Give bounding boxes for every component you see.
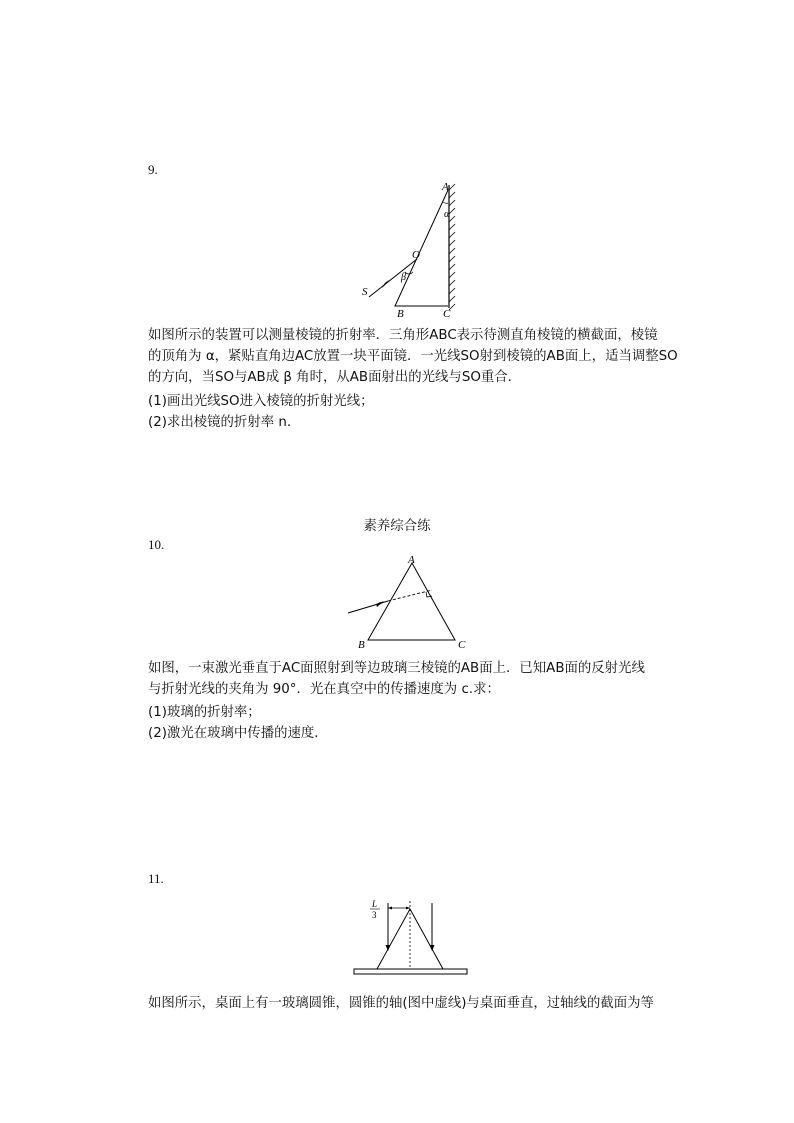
figure-q10-equilateral-prism bbox=[340, 555, 480, 653]
question-9-number: 9. bbox=[148, 162, 158, 177]
section-title: 素养综合练 bbox=[363, 519, 431, 534]
question-10-text bbox=[148, 658, 678, 700]
fig9-label-alpha: α bbox=[444, 209, 450, 220]
fig10-label-A: A bbox=[408, 555, 415, 566]
fig9-label-C: C bbox=[443, 308, 451, 320]
figure-q11-glass-cone bbox=[350, 895, 472, 980]
fig9-label-O: O bbox=[412, 249, 420, 261]
q10-line-1: 如图，一束激光垂直于AC面照射到等边玻璃三棱镜的AB面上．已知AB面的反射光线 bbox=[148, 661, 645, 676]
q9-line-1: 如图所示的装置可以测量棱镜的折射率．三角形ABC表示待测直角棱镜的横截面，棱镜 bbox=[148, 328, 658, 343]
question-10-number: 10. bbox=[148, 537, 165, 552]
q10-line-2: 与折射光线的夹角为 90°．光在真空中的传播速度为 c.求： bbox=[148, 682, 500, 697]
q9-subquestion-1: (1)画出光线SO进入棱镜的折射光线； bbox=[148, 394, 374, 409]
q11-line-1: 如图所示，桌面上有一玻璃圆锥，圆锥的轴(图中虚线)与桌面垂直，过轴线的截面为等 bbox=[148, 996, 654, 1011]
fig9-label-B: B bbox=[397, 308, 404, 320]
question-11-number: 11. bbox=[148, 871, 164, 886]
question-11-text bbox=[148, 993, 678, 1014]
q10-subquestion-1: (1)玻璃的折射率； bbox=[148, 705, 261, 720]
q10-subquestion-2: (2)激光在玻璃中传播的速度． bbox=[148, 726, 328, 741]
fig9-label-S: S bbox=[362, 286, 368, 298]
fig11-label-3: 3 bbox=[372, 910, 377, 920]
q9-line-3: 的方向，当SO与AB成 β 角时，从AB面射出的光线与SO重合． bbox=[148, 370, 522, 385]
figure-q9-prism-mirror bbox=[355, 180, 465, 320]
question-9-text bbox=[148, 325, 678, 388]
fig10-label-B: B bbox=[358, 639, 365, 651]
fig9-label-beta: β bbox=[401, 272, 406, 283]
fig11-label-L: L bbox=[372, 899, 378, 909]
q9-line-2: 的顶角为 α，紧贴直角边AC放置一块平面镜．一光线SO射到棱镜的AB面上，适当调整SO bbox=[148, 349, 678, 364]
q9-subquestion-2: (2)求出棱镜的折射率 n. bbox=[148, 415, 292, 430]
fig10-label-C: C bbox=[458, 639, 466, 651]
fig9-label-A: A bbox=[442, 181, 449, 193]
